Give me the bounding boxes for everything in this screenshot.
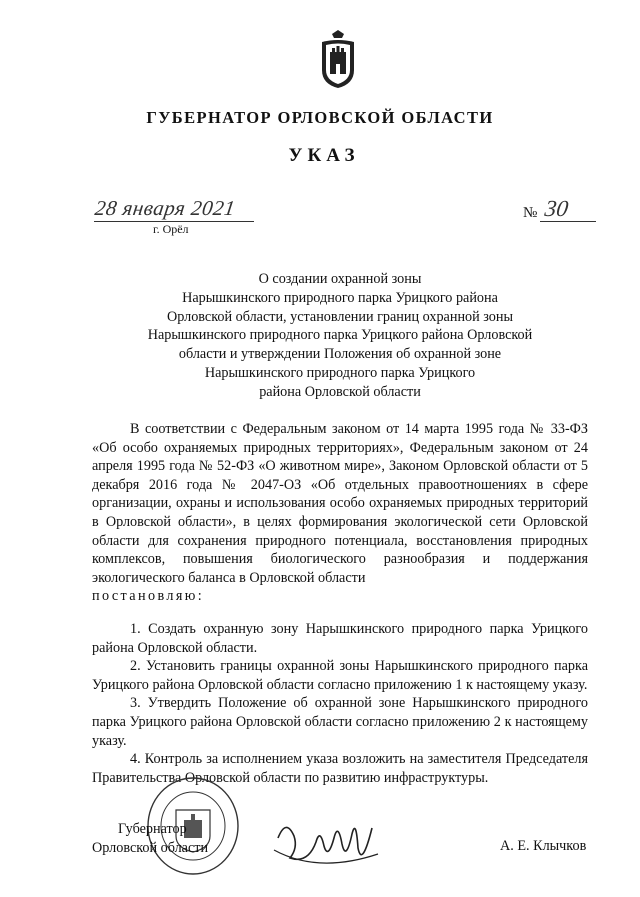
subject-line: района Орловской области — [259, 383, 421, 400]
subject-line: О создании охранной зоны — [258, 271, 422, 287]
document-type: УКАЗ — [288, 145, 360, 166]
handwritten-number: 30 — [543, 196, 570, 221]
signer-title-line: Губернатор — [118, 821, 187, 837]
decree-subject — [120, 270, 560, 402]
number-label: № — [523, 205, 538, 221]
handwritten-date: 28 января 2021 — [93, 196, 237, 220]
organization-title: ГУБЕРНАТОР ОРЛОВСКОЙ ОБЛАСТИ — [146, 108, 494, 127]
preamble-paragraph: В соответствии с Федеральным законом от 14 марта 1995 года № 33-ФЗ «Об особо охраняемых природных территориях», Федеральным законом от 24 апреля 1995 года № 52-ФЗ «О животном мире», Законом Орловской области от 5 декабря 2016 года № 2047-ОЗ «Об отдельных правоотношениях в сфере организации, охраны и использования особо охраняемых природных территорий в Орловской области», в целях формирования экологической сети Орловской области для сохранения природного потенциала, восстановления природных комплексов, повышения биологического разнообразия и поддержания экологического баланса в Орловской области — [92, 421, 588, 586]
handwritten-signature-icon — [268, 798, 388, 878]
signer-title — [92, 820, 208, 857]
decree-item: 1. Создать охранную зону Нарышкинского природного парка Урицкого района Орловской области. — [92, 620, 588, 656]
city: г. Орёл — [153, 222, 189, 236]
subject-line: Нарышкинского природного парка Урицкого района — [182, 289, 498, 306]
decree-item: 2. Установить границы охранной зоны Нарышкинского природного парка Урицкого района Орловской области согласно приложению 1 к настоящему указу. — [92, 658, 588, 693]
subject-line: Нарышкинского природного парка Урицкого — [204, 364, 476, 381]
subject-line: Орловской области, установлении границ охранной зоны — [166, 308, 514, 325]
subject-line: Нарышкинского природного парка Урицкого района Орловской — [147, 327, 533, 344]
number-underline — [540, 221, 596, 222]
decree-word: постановляю: — [92, 588, 205, 605]
subject-line: области и утверждении Положения об охранной зоне — [178, 346, 502, 363]
decree-item: 4. Контроль за исполнением указа возложить на заместителя Председателя Правительства Орловской области по развитию инфраструктуры. — [92, 751, 588, 786]
signer-title-line: Орловской области — [92, 839, 209, 856]
decree-item: 3. Утвердить Положение об охранной зоне Нарышкинского природного парка Урицкого района Орловской области согласно приложению 2 к настоящему указу. — [92, 695, 588, 749]
signer-name: А. Е. Клычков — [500, 838, 587, 854]
decree-body — [92, 420, 588, 787]
coat-of-arms-icon — [318, 30, 358, 90]
